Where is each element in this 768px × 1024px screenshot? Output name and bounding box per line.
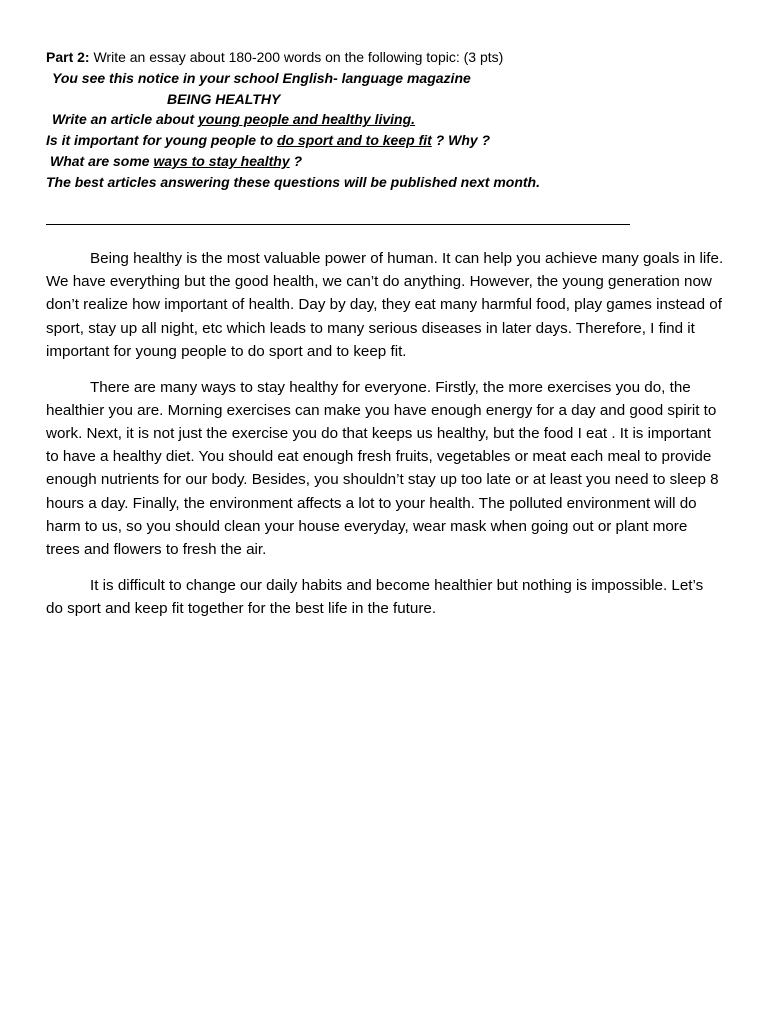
question-2-prefix: What are some: [50, 152, 154, 169]
essay-paragraph-3: It is difficult to change our daily habits and become healthier but nothing is impossible. Let’s do sport and keep fit together for the best life in the future.: [46, 576, 704, 617]
essay-prompt: [46, 47, 726, 193]
essay-paragraph-2: There are many ways to stay healthy for everyone. Firstly, the more exercises you do, the healthier you are. Morning exercises can make you have enough energy for a day and good spirit to work. Next, it is not just the exercise you do that keeps us healthy, but the food I eat . It is important to have a healthy diet. You should eat enough fresh fruits, vegetables or meat each meal to provide enough nutrients for our body. Besides, you shouldn’t stay up too late or at least you need to sleep 8 hours a day. Finally, the environment affects a lot to your health. The polluted environment will do harm to us, so you should clean your house everyday, wear mask when going out or plant more trees and flowers to fresh the air.: [46, 378, 719, 558]
article-line: [46, 109, 726, 130]
question-1-suffix: ? Why ?: [431, 132, 491, 149]
question-2-line: [46, 151, 726, 172]
question-1-line: [46, 130, 726, 151]
question-2-suffix: ?: [289, 152, 303, 169]
notice-heading: BEING HEALTHY: [167, 90, 281, 107]
article-topic: young people and healthy living.: [198, 111, 416, 128]
question-1-prefix: Is it important for young people to: [46, 132, 277, 149]
part-label: Part 2:: [46, 49, 90, 65]
article-prefix: Write an article about: [52, 111, 198, 128]
question-2-underlined: ways to stay healthy: [153, 152, 290, 169]
closing-line: The best articles answering these questions will be published next month.: [46, 173, 540, 190]
essay-body: [46, 247, 724, 633]
divider-line: [46, 224, 630, 225]
instruction-text: Write an essay about 180-200 words on the following topic: (3 pts): [89, 49, 504, 65]
essay-paragraph-1: Being healthy is the most valuable power of human. It can help you achieve many goals in life. We have everything but the good health, we can’t do anything. However, the young generation now don’t realize how important of health. Day by day, they eat many harmful food, play games instead of sport, stay up all night, etc which leads to many serious diseases in later days. Therefore, I find it important for young people to do sport and to keep fit.: [46, 250, 724, 360]
prompt-instruction-line: [46, 47, 726, 68]
question-1-underlined: do sport and to keep fit: [277, 132, 432, 149]
notice-line: You see this notice in your school English- language magazine: [52, 69, 471, 86]
